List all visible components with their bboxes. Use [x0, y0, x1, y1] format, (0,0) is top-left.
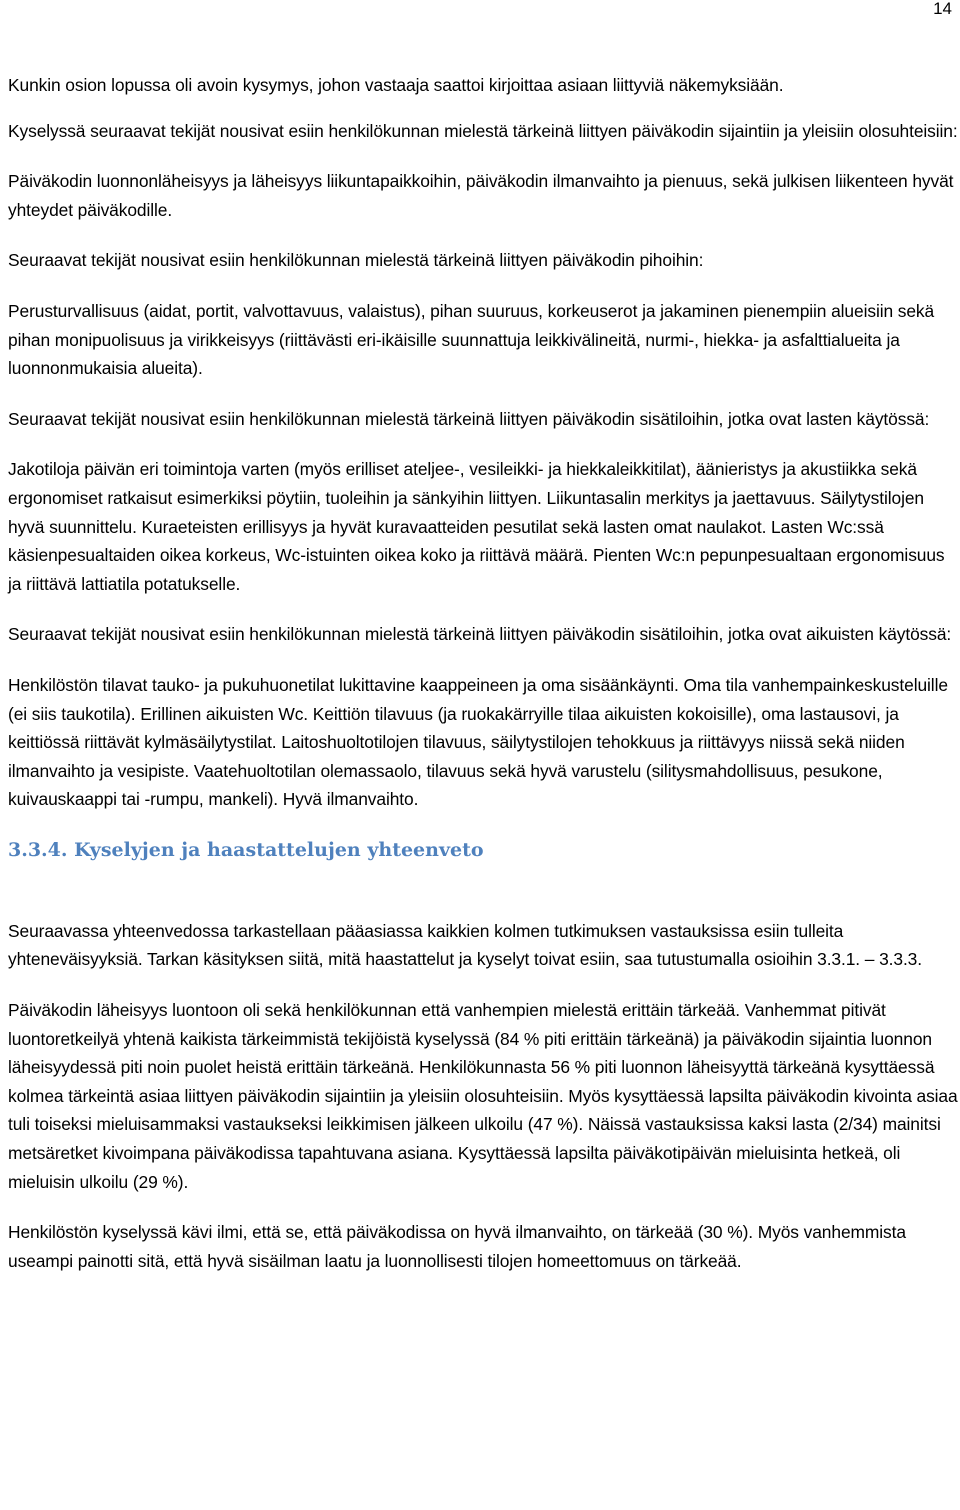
- paragraph-summary-intro: Seuraavassa yhteenvedossa tarkastellaan pääasiassa kaikkien kolmen tutkimuksen vastauksissa esiin tulleita yhteneväisyyksiä. Tarkan käsityksen siitä, mitä haastattelut ja kyselyt toivat esiin, saa tutustumalla osioihin 3.3.1. – 3.3.3.: [8, 920, 922, 970]
- paragraph-open-question: Kunkin osion lopussa oli avoin kysymys, johon vastaaja saattoi kirjoittaa asiaan liittyviä näkemyksiään.: [8, 75, 784, 95]
- paragraph-adult-indoor-intro: Seuraavat tekijät nousivat esiin henkilökunnan mielestä tärkeinä liittyen päiväkodin sisätiloihin, jotka ovat aikuisten käytössä:: [8, 624, 952, 645]
- section-heading: 3.3.4. Kyselyjen ja haastattelujen yhteenveto: [8, 838, 484, 861]
- paragraph-ventilation: Henkilöstön kyselyssä kävi ilmi, että se, että päiväkodissa on hyvä ilmanvaihto, on tärkeää (30 %). Myös vanhemmista useampi painotti sitä, että hyvä sisäilman laatu ja luonnollisesti tilojen homeettomuus on tärkeää.: [8, 1222, 906, 1271]
- paragraph-adult-indoor-factors: Henkilöstön tilavat tauko- ja pukuhuonetilat lukittavine kaappeineen ja oma sisäänkäynti. Oma tila vanhempainkeskusteluille (ei siis taukotila). Erillinen aikuisten Wc. Keittiön tilavuus (ja ruokakärryille tilaa aikuisten kokoisille), oma lastausovi, ja keittiössä riittävät kylmäsäilytystilat. Laitoshuoltotilojen tilavuus, säilytystilojen tehokkuus ja riittävyys niissä sekä niiden ilmanvaihto ja vesipiste. Vaatehuoltotilan olemassaolo, tilavuus sekä hyvä varustelu (silitysmahdollisuus, pesukone, kuivauskaappi tai -rumpu, mankeli). Hyvä ilmanvaihto.: [8, 674, 948, 810]
- paragraph-nature-proximity: Päiväkodin läheisyys luontoon oli sekä henkilökunnan että vanhempien mielestä erittäin tärkeää. Vanhemmat pitivät luontoretkeilyä yhtenä kaikista tärkeimmistä tekijöistä kyselyssä (84 % piti erittäin tärkeänä) ja päiväkodin sijaintia luonnon läheisyydessä piti noin puolet heistä erittäin tärkeänä. Henkilökunnasta 56 % piti luonnon läheisyyttä tärkeänä kysyttäessä kolmea tärkeintä asiaa liittyen päiväkodin sijaintiin ja yleisiin olosuhteisiin. Myös kysyttäessä lapsilta päiväkodin kivointa asiaa tuli toiseksi mieluisammaksi vastaukseksi leikkimisen jälkeen ulkoilu (47 %). Näissä vastauksissa kaksi lasta (2/34) mainitsi metsäretket kivoimpana päiväkodissa tapahtuvana asiana. Kysyttäessä lapsilta päiväkotipäivän mieluisinta hetkeä, oli mieluisin ulkoilu (29 %).: [8, 1000, 958, 1192]
- paragraph-children-indoor-intro: Seuraavat tekijät nousivat esiin henkilökunnan mielestä tärkeinä liittyen päiväkodin sisätiloihin, jotka ovat lasten käytössä:: [8, 408, 930, 429]
- paragraph-location-intro: Kyselyssä seuraavat tekijät nousivat esiin henkilökunnan mielestä tärkeinä liittyen päiväkodin sijaintiin ja yleisiin olosuhteisiin:: [8, 120, 958, 141]
- paragraph-location-factors: Päiväkodin luonnonläheisyys ja läheisyys liikuntapaikkoihin, päiväkodin ilmanvaihto ja pienuus, sekä julkisen liikenteen hyvät yhteydet päiväkodille.: [8, 171, 954, 220]
- document-body: [8, 71, 958, 1275]
- paragraph-children-indoor-factors: Jakotiloja päivän eri toimintoja varten (myös erilliset ateljee-, vesileikki- ja hiekkaleikkitilat), äänieristys ja akustiikka sekä ergonomiset ratkaisut esimerkiksi pöytiin, tuoleihin ja sänkyihin liittyen. Liikuntasalin merkitys ja jaettavuus. Säilytystilojen hyvä suunnittelu. Kuraeteisten erillisyys ja hyvät kuravaatteiden pesutilat sekä lasten omat naulakot. Lasten Wc:ssä käsienpesualtaiden oikea korkeus, Wc-istuinten oikea koko ja riittävä määrä. Pienten Wc:n pepunpesualtaan ergonomisuus ja riittävä lattiatila potatukselle.: [8, 459, 945, 594]
- paragraph-yard-intro: Seuraavat tekijät nousivat esiin henkilökunnan mielestä tärkeinä liittyen päiväkodin pihoihin:: [8, 250, 704, 271]
- page-number: 14: [933, 0, 952, 18]
- paragraph-yard-factors: Perusturvallisuus (aidat, portit, valvottavuus, valaistus), pihan suuruus, korkeuserot ja jakaminen pienempiin alueisiin sekä pihan monipuolisuus ja virikkeisyys (riittävästi eri-ikäisille suunnattuja leikkivälineitä, nurmi-, hiekka- ja asfalttialueita ja luonnonmukaisia alueita).: [8, 300, 935, 379]
